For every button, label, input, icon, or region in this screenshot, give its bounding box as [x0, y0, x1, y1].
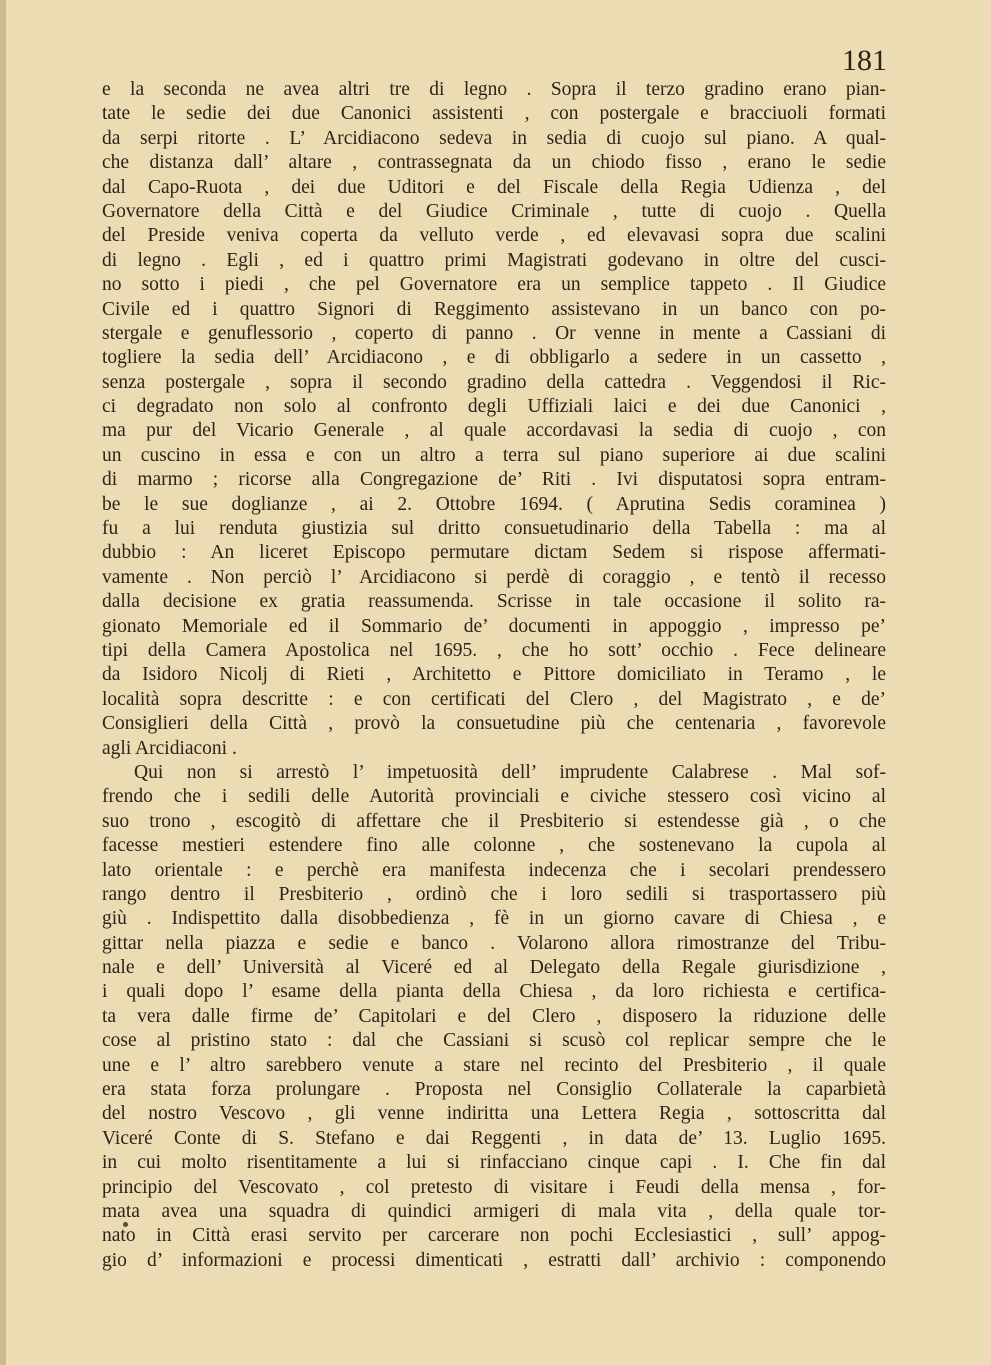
text-line: cose al pristino stato : dal che Cassiani si scusò col replicar sempre che le: [102, 1030, 886, 1052]
text-line: une e l’ altro sarebbero venute a stare nel recinto del Presbiterio , il quale: [102, 1054, 886, 1076]
text-line: un cuscino in essa e con un altro a terra sul piano superiore ai due scalini: [102, 444, 886, 466]
text-line: senza postergale , sopra il secondo gradino della cattedra . Veggendosi il Ric-: [102, 371, 886, 393]
text-line: Viceré Conte di S. Stefano e dai Reggenti , in data de’ 13. Luglio 1695.: [102, 1127, 886, 1149]
text-line: dalla decisione ex gratia reassumenda. Scrisse in tale occasione il solito ra-: [102, 591, 886, 613]
text-line: era stata forza prolungare . Proposta nel Consiglio Collaterale la caparbietà: [102, 1079, 886, 1101]
text-line: vamente . Non perciò l’ Arcidiacono si perdè di coraggio , e tentò il recesso: [102, 566, 886, 588]
text-line: del Preside veniva coperta da velluto verde , ed elevavasi sopra due scalini: [102, 225, 886, 247]
text-line: ci degradato non solo al confronto degli Uffiziali laici e dei due Canonici ,: [102, 396, 886, 418]
text-line: frendo che i sedili delle Autorità provinciali e civiche stessero così vicino al: [102, 786, 886, 808]
text-line: nato in Città erasi servito per carcerare non pochi Ecclesiastici , sull’ appog-: [102, 1225, 886, 1247]
text-line: località sopra descritte : e con certificati del Clero , del Magistrato , e de’: [102, 688, 886, 710]
text-line: gio d’ informazioni e processi dimenticati , estratti dall’ archivio : componendo: [102, 1249, 886, 1271]
text-line: suo trono , escogitò di affettare che il Presbiterio si estendesse già , o che: [102, 810, 886, 832]
text-line: che distanza dall’ altare , contrassegnata da un chiodo fisso , erano le sedie: [102, 152, 886, 174]
text-line: stergale e genuflessorio , coperto di panno . Or venne in mente a Cassiani di: [102, 322, 886, 344]
page-edge: [0, 0, 6, 1365]
text-line: tipi della Camera Apostolica nel 1695. , che ho sott’ occhio . Fece delineare: [102, 639, 886, 661]
text-line: Consiglieri della Città , provò la consuetudine più che centenaria , favorevole: [102, 713, 886, 735]
text-line: da Isidoro Nicolj di Rieti , Architetto e Pittore domiciliato in Teramo , le: [102, 664, 886, 686]
text-line: principio del Vescovato , col pretesto di visitare i Feudi della mensa , for-: [102, 1176, 886, 1198]
text-line: fu a lui renduta giustizia sul dritto consuetudinario della Tabella : ma al: [102, 518, 886, 540]
text-line: nale e dell’ Università al Viceré ed al Delegato della Regale giurisdizione ,: [102, 957, 886, 979]
text-line: Qui non si arrestò l’ impetuosità dell’ imprudente Calabrese . Mal sof-: [134, 761, 886, 783]
body-text: [102, 78, 886, 1273]
text-line: be le sue doglianze , ai 2. Ottobre 1694. ( Aprutina Sedis coraminea ): [102, 493, 886, 515]
text-line: Governatore della Città e del Giudice Criminale , tutte di cuojo . Quella: [102, 200, 886, 222]
text-line: giù . Indispettito dalla disobbedienza , fè in un giorno cavare di Chiesa , e: [102, 908, 886, 930]
text-line: gionato Memoriale ed il Sommario de’ documenti in appoggio , impresso pe’: [102, 615, 886, 637]
text-line: e la seconda ne avea altri tre di legno . Sopra il terzo gradino erano pian-: [102, 79, 886, 100]
text-line: rango dentro il Presbiterio , ordinò che i loro sedili si trasportassero più: [102, 883, 886, 905]
text-line: del nostro Vescovo , gli venne indiritta una Lettera Regia , sottoscritta dal: [102, 1103, 886, 1125]
text-line: di legno . Egli , ed i quattro primi Magistrati godevano in oltre del cusci-: [102, 249, 886, 271]
text-line: Civile ed i quattro Signori di Reggimento assistevano in un banco con po-: [102, 298, 886, 320]
text-line: lato orientale : e perchè era manifesta indecenza che i secolari prendessero: [102, 859, 886, 881]
text-line: di marmo ; ricorse alla Congregazione de’ Riti . Ivi disputatosi sopra entram-: [102, 469, 886, 491]
text-line: dal Capo-Ruota , dei due Uditori e del Fiscale della Regia Udienza , del: [102, 176, 886, 198]
text-line: tate le sedie dei due Canonici assistenti , con postergale e bracciuoli formati: [102, 103, 886, 125]
text-line: agli Arcidiaconi .: [102, 737, 237, 759]
text-line: no sotto i piedi , che pel Governatore era un semplice tappeto . Il Giudice: [102, 274, 886, 296]
text-line: facesse mestieri estendere fino alle colonne , che sostenevano la cupola al: [102, 835, 886, 857]
text-line: togliere la sedia dell’ Arcidiacono , e di obbligarlo a sedere in un cassetto ,: [102, 347, 886, 369]
text-line: ma pur del Vicario Generale , al quale accordavasi la sedia di cuojo , con: [102, 420, 886, 442]
text-line: in cui molto risentitamente a lui si rinfacciano cinque capi . I. Che fin dal: [102, 1152, 886, 1174]
text-line: dubbio : An liceret Episcopo permutare dictam Sedem si rispose affermati-: [102, 542, 886, 564]
text-line: ta vera dalle firme de’ Capitolari e del Clero , disposero la riduzione delle: [102, 1005, 886, 1027]
text-line: gittar nella piazza e sedie e banco . Volarono allora rimostranze del Tribu-: [102, 932, 886, 954]
text-line: i quali dopo l’ esame della pianta della Chiesa , da loro richiesta e certifica-: [102, 981, 886, 1003]
page-number: 181: [842, 44, 887, 77]
text-line: da serpi ritorte . L’ Arcidiacono sedeva in sedia di cuojo sul piano. A qual-: [102, 127, 886, 149]
text-line: mata avea una squadra di quindici armigeri di mala vita , della quale tor-: [102, 1200, 886, 1222]
